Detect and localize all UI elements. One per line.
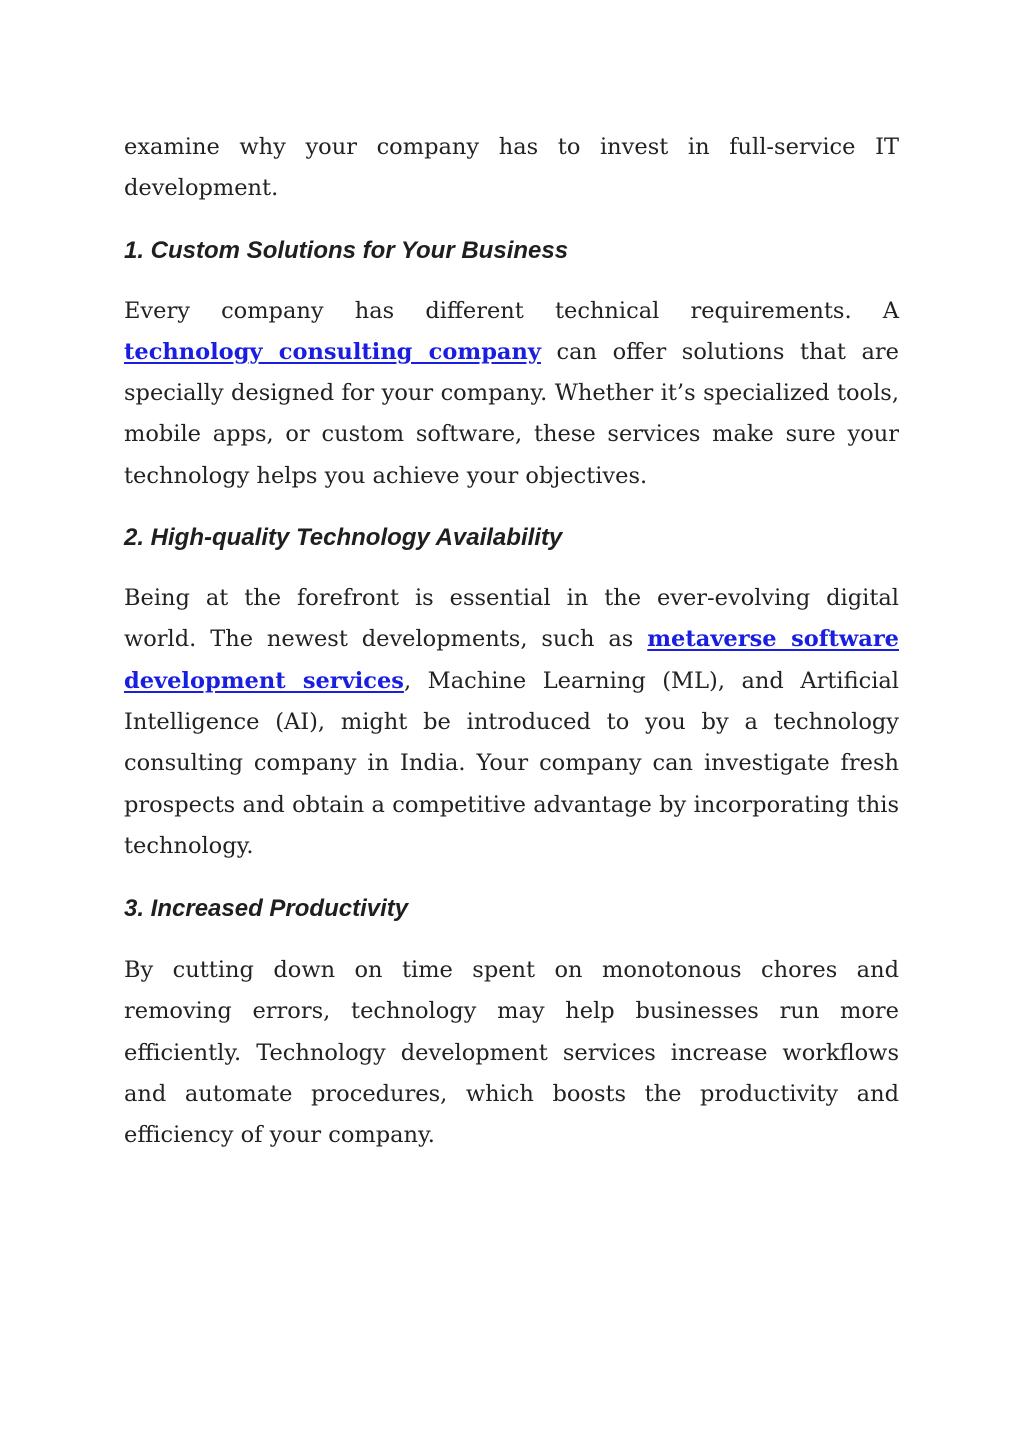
document-page (124, 127, 899, 1157)
technology-availability-paragraph (124, 578, 899, 867)
technology-consulting-company-link[interactable]: technology consulting company (124, 338, 541, 365)
increased-productivity-paragraph: By cutting down on time spent on monotonous chores and removing errors, technology may help businesses run more efficiently. Technology development services increase workflows and automate procedures, which boosts the productivity and efficiency of your company. (124, 957, 899, 1149)
metaverse-software-development-link[interactable]: metaverse software development services (124, 626, 899, 694)
intro-paragraph: examine why your company has to invest in full-service IT development. (124, 134, 899, 202)
section-heading-technology-availability: 2. High-quality Technology Availability (124, 524, 563, 552)
paragraph-text: can offer solutions that are specially designed for your company. Whether it’s specialized tools, mobile apps, or custom software, these services make sure your technology helps you achieve your objectives. (124, 338, 899, 489)
custom-solutions-paragraph (124, 291, 899, 497)
paragraph-text: Every company has different technical requirements. A (124, 297, 899, 324)
paragraph-text: Being at the forefront is essential in the ever-evolving digital world. The newest developments, such as (124, 585, 899, 653)
section-heading-increased-productivity: 3. Increased Productivity (124, 895, 409, 923)
section-heading-custom-solutions: 1. Custom Solutions for Your Business (124, 236, 569, 264)
paragraph-text: , Machine Learning (ML), and Artificial Intelligence (AI), might be introduced to you by a technology consulting company in India. Your company can investigate fresh prospects and obtain a competitive advantage by incorporating this technology. (124, 667, 900, 859)
